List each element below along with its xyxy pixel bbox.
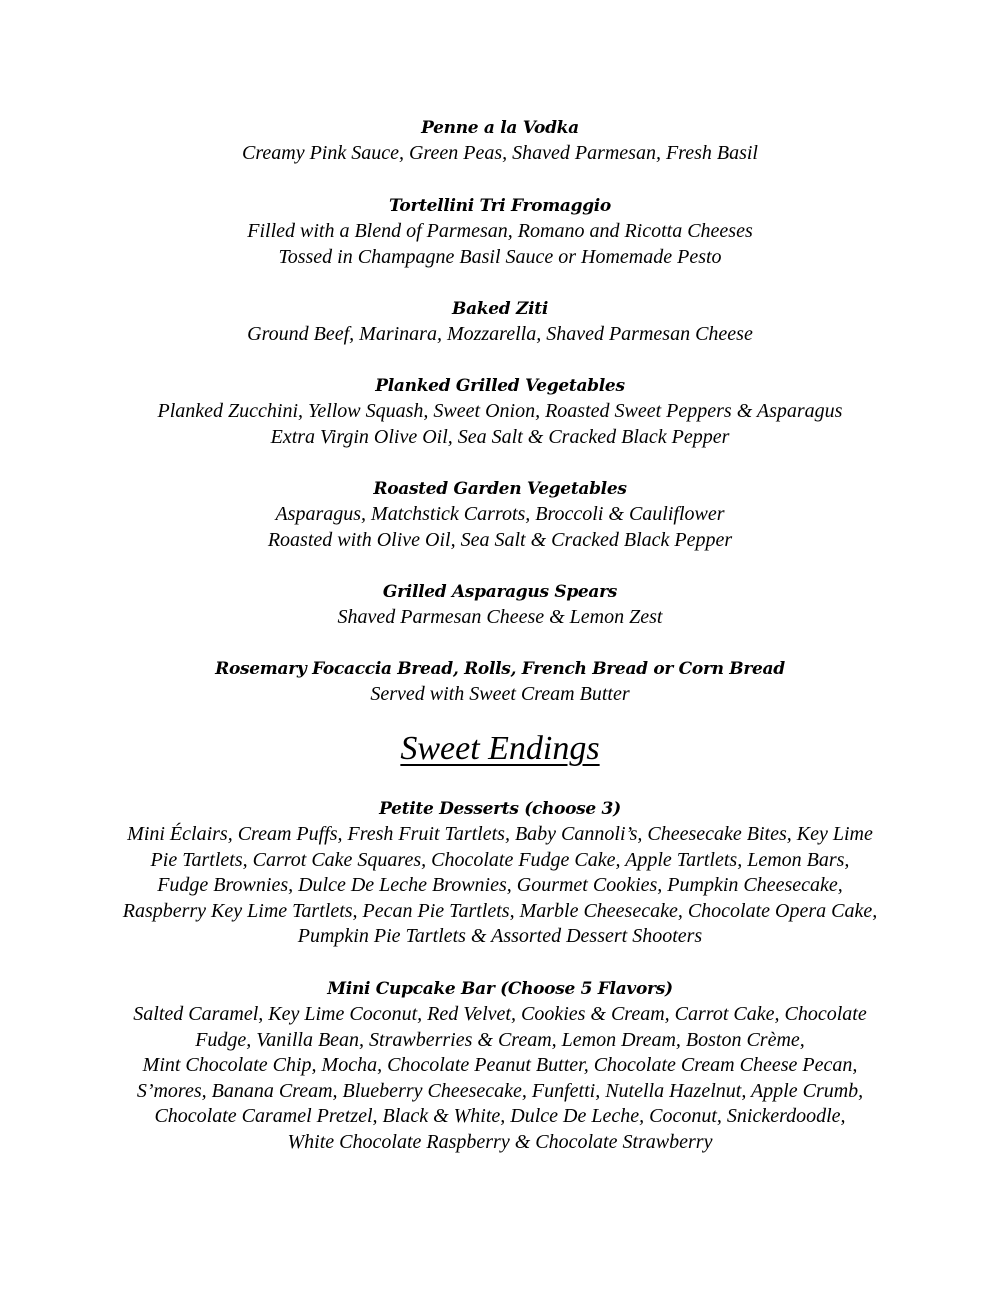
menu-item-description: Served with Sweet Cream Butter [370,683,630,705]
dessert-description: Raspberry Key Lime Tartlets, Pecan Pie Tartlets, Marble Cheesecake, Chocolate Opera Cake, [122,899,878,922]
dessert-description: Fudge, Vanilla Bean, Strawberries & Cream, Lemon Dream, Boston Crème, [195,1028,805,1051]
menu-item-baked-ziti [80,297,920,348]
dessert-description: Fudge Brownies, Dulce De Leche Brownies, Gourmet Cookies, Pumpkin Cheesecake, [157,874,843,897]
menu-item-title: Planked Grilled Vegetables [375,376,625,396]
menu-item-planked-vegetables [80,374,920,450]
menu-item-description: Shaved Parmesan Cheese & Lemon Zest [337,606,663,628]
dessert-description: Chocolate Caramel Pretzel, Black & White, Dulce De Leche, Coconut, Snickerdoodle, [154,1105,846,1128]
dessert-description: Mint Chocolate Chip, Mocha, Chocolate Peanut Butter, Chocolate Cream Cheese Pecan, [142,1054,858,1077]
menu-item-tortellini [80,194,920,270]
menu-item-grilled-asparagus [80,580,920,631]
dessert-description: Salted Caramel, Key Lime Coconut, Red Velvet, Cookies & Cream, Carrot Cake, Chocolate [133,1003,867,1025]
dessert-petite [100,797,900,950]
menu-item-title: Rosemary Focaccia Bread, Rolls, French Bread or Corn Bread [215,659,785,679]
menu-item-description: Filled with a Blend of Parmesan, Romano and Ricotta Cheeses [247,220,753,242]
menu-item-title: Tortellini Tri Fromaggio [389,196,611,216]
menu-item-title: Baked Ziti [452,299,548,319]
menu-item-description: Roasted with Olive Oil, Sea Salt & Cracked Black Pepper [267,528,733,551]
menu-item-title: Penne a la Vodka [421,118,579,138]
menu-item-title: Roasted Garden Vegetables [373,479,627,499]
section-title: Sweet Endings [400,730,600,767]
menu-item-description: Tossed in Champagne Basil Sauce or Homemade Pesto [278,245,722,268]
dessert-description: White Chocolate Raspberry & Chocolate Strawberry [287,1130,713,1153]
menu-item-description: Ground Beef, Marinara, Mozzarella, Shaved Parmesan Cheese [247,323,753,345]
dessert-cupcake-bar [100,977,900,1156]
menu-item-description: Planked Zucchini, Yellow Squash, Sweet Onion, Roasted Sweet Peppers & Asparagus [157,400,843,422]
menu-item-description: Asparagus, Matchstick Carrots, Broccoli & Cauliflower [275,503,725,525]
dessert-description: Pie Tartlets, Carrot Cake Squares, Chocolate Fudge Cake, Apple Tartlets, Lemon Bars, [150,848,850,871]
dessert-description: Mini Éclairs, Cream Puffs, Fresh Fruit Tartlets, Baby Cannoli’s, Cheesecake Bites, Key Lime [127,823,873,845]
menu-item-description: Extra Virgin Olive Oil, Sea Salt & Cracked Black Pepper [270,425,730,448]
menu-item-roasted-vegetables [80,477,920,553]
menu-item-breads [80,657,920,708]
dessert-title: Mini Cupcake Bar (Choose 5 Flavors) [327,979,673,999]
menu-item-penne [80,116,920,167]
dessert-description: S’mores, Banana Cream, Blueberry Cheesecake, Funfetti, Nutella Hazelnut, Apple Crumb, [136,1079,864,1102]
dessert-title: Petite Desserts (choose 3) [379,799,621,819]
dessert-description: Pumpkin Pie Tartlets & Assorted Dessert Shooters [297,925,703,948]
menu-item-title: Grilled Asparagus Spears [382,582,618,602]
menu-item-description: Creamy Pink Sauce, Green Peas, Shaved Parmesan, Fresh Basil [242,142,758,164]
